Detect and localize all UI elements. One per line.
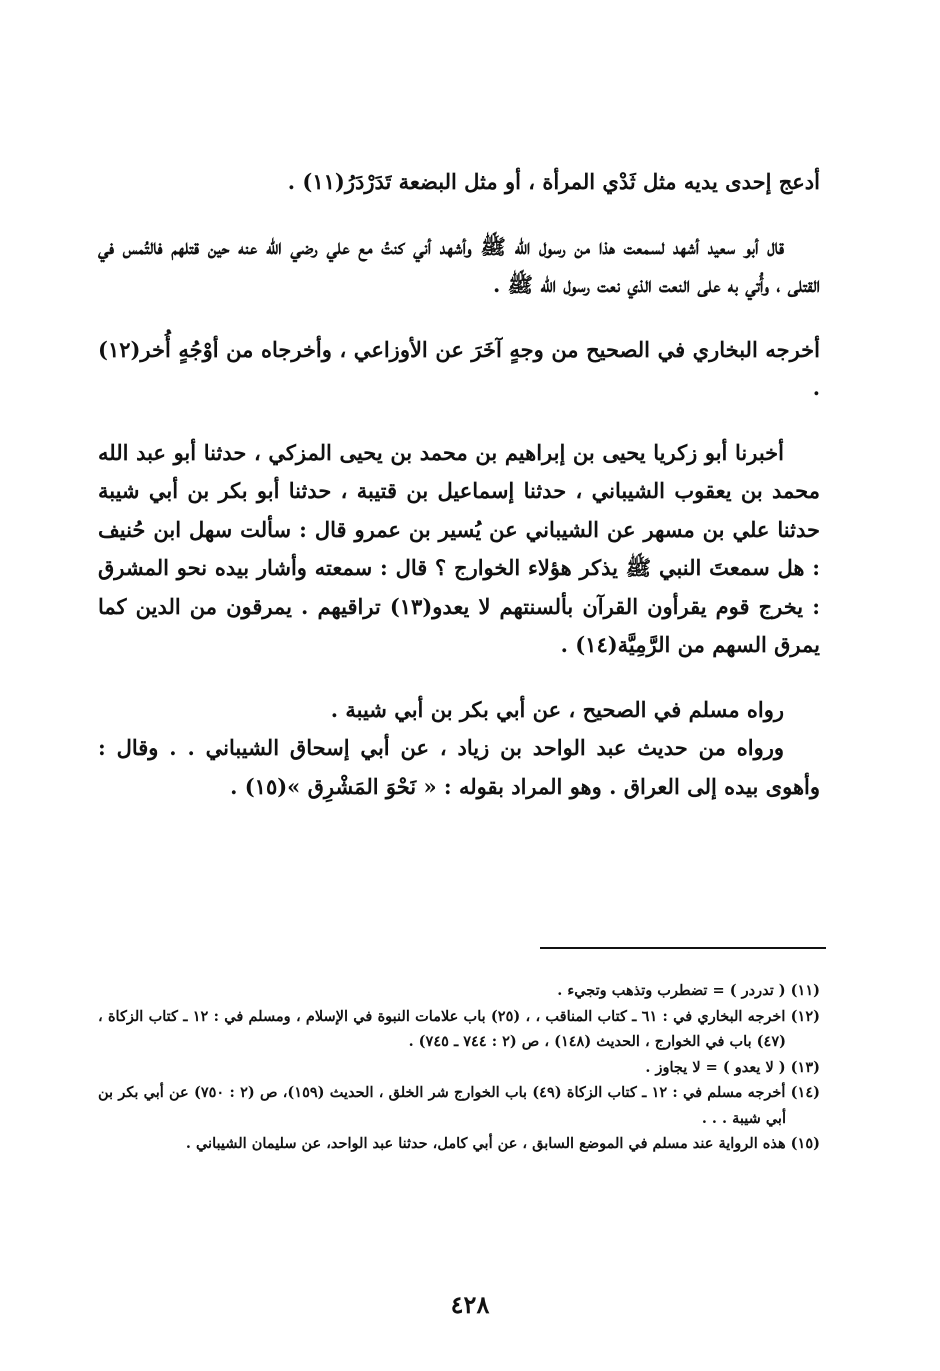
footnote-12: (١٢) اخرجه البخاري في : ٦١ ـ كتاب المناقب ، ، (٢٥) باب علامات النبوة في الإسلام ، ومسلم في : ١٢ ـ كتاب الزكاة ، (٤٧) باب في الخوارج ، الحديث (١٤٨) ، ص (٢ : ٧٤٤ ـ ٧٤٥) . [98,1007,820,1050]
paragraph-1: أدعج إحدى يديه مثل ثَدْي المرأة ، أو مثل البضعة تَدَرْدَرُ(١١) . [287,169,820,194]
footnote-15: (١٥) هذه الرواية عند مسلم في الموضع السابق ، عن أبي كامل، حدثنا عبد الواحد، عن سليمان الشيباني . [185,1135,820,1152]
footnotes [98,978,820,1157]
paragraph-4: أخبرنا أبو زكريا يحيى بن إبراهيم بن محمد بن يحيى المزكي ، حدثنا أبو عبد الله محمد بن يعقوب الشيباني ، حدثنا إسماعيل بن قتيبة ، حدثنا أبو بكر بن أبي شيبة حدثنا علي بن مسهر عن الشيباني عن يُسير بن عمرو قال : سألت سهل ابن حُنيف : هل سمعتَ النبي ﷺ يذكر هؤلاء الخوارج ؟ قال : سمعته وأشار بيده نحو المشرق : يخرج قوم يقرأون القرآن بألسنتهم لا يعدو(١٣) تراقيهم . يمرقون من الدين كما يمرق السهم من الرَّمِيَّة(١٤) . [98,439,820,657]
page-number: ٤٢٨ [450,1290,490,1319]
paragraph-2: قال أبو سعيد أشهد لسمعت هذا من رسول الله ﷺ وأشهد أني كنتُ مع علي رضي الله عنه حين قتلهم فالتُمس في القتلى ، وأُتي به على النعت الذي نعت رسول الله ﷺ . [98,233,820,297]
paragraph-5: رواه مسلم في الصحيح ، عن أبي بكر بن أبي شيبة . [330,696,784,722]
paragraph-3: أخرجه البخاري في الصحيح من وجهٍ آخَرَ عن الأوزاعي ، وأخرجاه من أوْجُهٍ أُخر(١٢) . [98,336,820,400]
footnote-14: (١٤) أخرجه مسلم في : ١٢ ـ كتاب الزكاة (٤٩) باب الخوارج شر الخلق ، الحديث (١٥٩)، ص (٢ : ٧٥٠) عن أبي بكر بن أبي شيبة . . . [98,1084,820,1127]
footnote-13: (١٣) ( لا يعدو ) = لا يجاوز . [645,1058,820,1076]
main-text [98,163,820,832]
paragraph-6: ورواه من حديث عبد الواحد بن زياد ، عن أبي إسحاق الشيباني . . وقال : وأهوى بيده إلى العراق . وهو المراد بقوله : « نَحْوَ المَشْرِق »(١٥) . [98,735,820,799]
footnote-divider [540,947,826,949]
footnote-11: (١١) ( تدردر ) = تضطرب وتذهب وتجيء . [557,982,820,999]
